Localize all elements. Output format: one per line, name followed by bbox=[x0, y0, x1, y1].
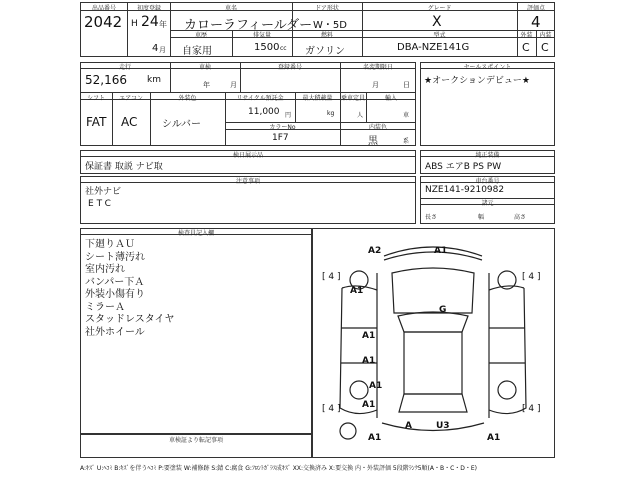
trim-label: 内装色 bbox=[368, 124, 387, 131]
fuel: ガソリン bbox=[305, 46, 345, 57]
door-type: W・5D bbox=[313, 20, 347, 31]
reg-year-unit: 年 bbox=[159, 20, 167, 29]
mark-front-bumper: A2 bbox=[368, 246, 382, 256]
std-equipment: ABS エアB PS PW bbox=[425, 162, 502, 172]
mileage-label: 走行 bbox=[118, 64, 131, 71]
capacity-unit: 人 bbox=[357, 112, 364, 119]
first-reg-label: 初度登録 bbox=[136, 5, 161, 12]
docs-label: 検日展示品 bbox=[232, 152, 263, 159]
import-label: 輸入 bbox=[384, 95, 397, 102]
mark-left-rear-quarter: A1 bbox=[369, 381, 383, 391]
interior-label: 内装 bbox=[539, 32, 552, 39]
capacity-label: 乗車定員 bbox=[340, 95, 365, 102]
import-unit: 車 bbox=[403, 112, 410, 119]
ac: AC bbox=[121, 115, 138, 129]
recycle-unit: 円 bbox=[285, 112, 292, 119]
exterior-grade: C bbox=[522, 41, 530, 54]
reg-year: 24 bbox=[141, 14, 159, 30]
load-label: 最大積載量 bbox=[302, 95, 333, 102]
usage-label: 車歴 bbox=[194, 32, 207, 39]
color-no-label: カラーNo bbox=[269, 124, 296, 131]
mark-front-bumper-right: A1 bbox=[434, 246, 448, 256]
sales-point-text: ★オークションデビュー★ bbox=[424, 76, 530, 86]
notes-label: 注意事項 bbox=[235, 178, 260, 185]
trim-unit: 系 bbox=[403, 138, 410, 145]
color-label: 外装色 bbox=[178, 95, 197, 102]
exterior-label: 外装 bbox=[520, 32, 533, 39]
color-no: 1F7 bbox=[272, 133, 289, 143]
name-change-month-unit: 月 bbox=[372, 81, 379, 89]
tire-depth-front-right: [ 4 ] bbox=[522, 272, 541, 282]
inspection-item: シート薄汚れ bbox=[85, 251, 145, 263]
length-label: 長さ bbox=[425, 214, 438, 221]
std-label: 純正装備 bbox=[475, 152, 500, 159]
inspection-item: 外装小傷有り bbox=[85, 289, 145, 300]
car-diagram bbox=[312, 228, 555, 458]
tire-depth-rear-left: [ 4 ] bbox=[322, 404, 341, 414]
inspection-item: バンパー下Ａ bbox=[85, 276, 145, 288]
mileage: 52,166 bbox=[85, 73, 127, 87]
inspection-label: 車検 bbox=[198, 64, 211, 71]
sales-point-label: セールスポイント bbox=[463, 64, 512, 71]
ac-label: エアコン bbox=[119, 95, 143, 102]
interior-grade: C bbox=[541, 41, 549, 54]
note-line: 社外ナビ bbox=[85, 187, 122, 197]
grade: X bbox=[432, 14, 442, 30]
shift: FAT bbox=[86, 115, 107, 129]
dims-label: 諸元 bbox=[481, 200, 494, 207]
car-name: カローラフィールダー bbox=[184, 18, 313, 33]
displacement: 1500 bbox=[254, 42, 280, 53]
model-label: 型式 bbox=[433, 32, 446, 39]
usage: 自家用 bbox=[182, 46, 212, 57]
inspection-year-unit: 年 bbox=[203, 81, 210, 89]
inspection-item: 社外ホイール bbox=[85, 326, 145, 338]
mark-rear-left: A1 bbox=[368, 433, 382, 443]
inspection-item: ミラーＡ bbox=[85, 301, 125, 313]
inspection-item: スタッドレスタイヤ bbox=[85, 314, 175, 325]
docs: 保証書 取説 ナビ取 bbox=[85, 162, 163, 172]
score-label: 評価点 bbox=[526, 5, 545, 12]
door-label: ドア形状 bbox=[315, 5, 339, 12]
displacement-label: 排気量 bbox=[252, 32, 271, 39]
inspection-list bbox=[85, 239, 175, 339]
name-change-label: 名変期限日 bbox=[362, 64, 393, 71]
width-label: 幅 bbox=[478, 214, 485, 221]
lot-label: 出品番号 bbox=[91, 5, 116, 12]
mark-bonnet: G bbox=[439, 305, 447, 315]
mark-rear-bumper-u3: U3 bbox=[436, 421, 450, 431]
car-name-label: 車名 bbox=[224, 5, 237, 12]
inspection-item: 下廻りＡＵ bbox=[85, 239, 135, 250]
score: 4 bbox=[531, 13, 541, 31]
mark-rear-right: A1 bbox=[487, 433, 501, 443]
color: シルバー bbox=[162, 119, 202, 130]
note-line: ETC bbox=[88, 199, 114, 209]
mileage-unit: km bbox=[147, 75, 161, 85]
chassis-label: 車台番号 bbox=[475, 178, 500, 185]
recycle: 11,000 bbox=[248, 107, 280, 117]
name-change-day-unit: 日 bbox=[403, 81, 410, 89]
bottom-label: 車検証より転記事項 bbox=[168, 437, 223, 444]
mark-rear-bumper-a: A bbox=[405, 421, 412, 431]
load-unit: kg bbox=[327, 110, 335, 117]
tire-depth-rear-right: [ 4 ] bbox=[522, 404, 541, 414]
mark-left-rear-door: A1 bbox=[362, 356, 376, 366]
recycle-label: リサイクル預託金 bbox=[236, 95, 284, 102]
mark-left-front-door: A1 bbox=[362, 331, 376, 341]
lot-number: 2042 bbox=[84, 13, 123, 31]
legend: A:ｷｽﾞ U:ﾍｺﾐ B:ｷｽﾞを伴うﾍｺﾐ P:要塗装 W:補修跡 S:錆 C:腐食 G:ﾌﾛﾝﾄｶﾞﾗｽ成ｷｽﾞ XX:交換済み X:要交換 内・外装評価 5段階ﾗﾝｸ5順(A・B・C・D・E) bbox=[80, 465, 478, 472]
reg-month-unit: 月 bbox=[159, 46, 166, 54]
era: H bbox=[131, 19, 138, 29]
height-label: 高さ bbox=[514, 214, 527, 221]
fuel-label: 燃料 bbox=[320, 32, 333, 39]
model: DBA-NZE141G bbox=[397, 42, 470, 53]
mark-left-front-fender: A1 bbox=[350, 286, 364, 296]
inspection-month-unit: 月 bbox=[230, 81, 237, 89]
displacement-unit: cc bbox=[280, 45, 287, 52]
reg-no-label: 登録番号 bbox=[277, 64, 302, 71]
grade-label: グレード bbox=[427, 5, 452, 12]
reg-month: 4 bbox=[152, 43, 159, 54]
chassis-number: NZE141-9210982 bbox=[425, 185, 505, 195]
inspection-item: 室内汚れ bbox=[85, 264, 125, 275]
trim: 黒 bbox=[368, 136, 378, 147]
inspection-label: 検査員記入欄 bbox=[177, 230, 214, 237]
shift-label: シフト bbox=[86, 95, 105, 102]
tire-depth-front-left: [ 4 ] bbox=[322, 272, 341, 282]
mark-left-rear-lower: A1 bbox=[362, 400, 376, 410]
